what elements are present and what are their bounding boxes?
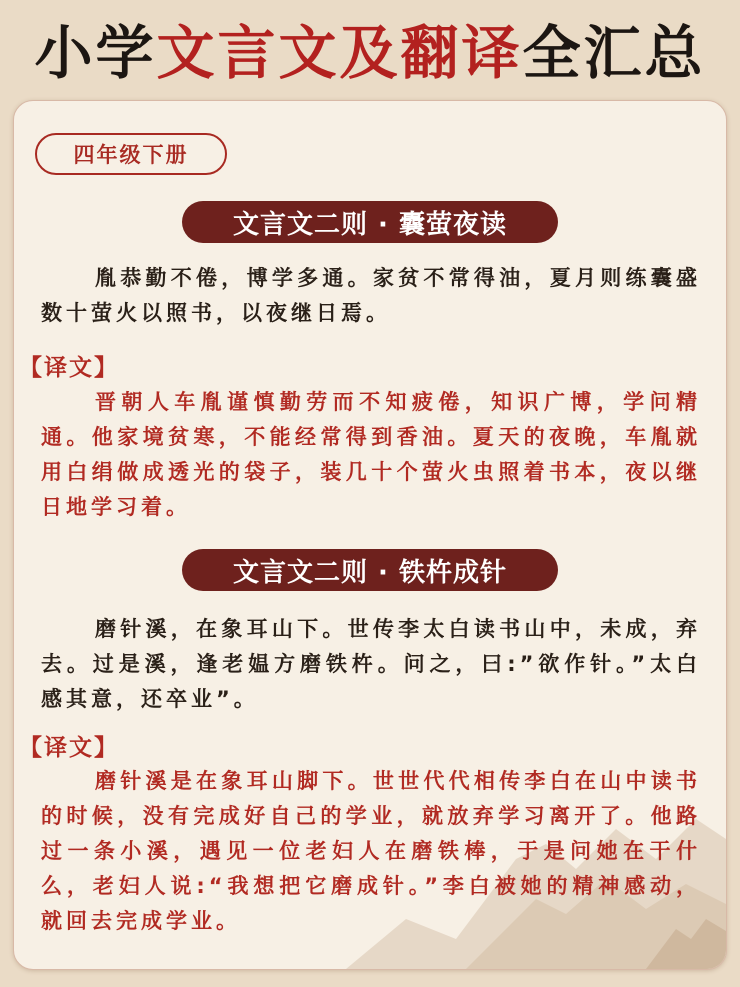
section-heading: 文言文二则 · 囊萤夜读 <box>182 201 558 243</box>
title-part-2: 文言文及翻译 <box>156 19 523 87</box>
page-title <box>0 0 740 96</box>
original-text: 磨针溪，在象耳山下。世传李太白读书山中，未成，弃去。过是溪，逢老媪方磨铁杵。问之，曰:”欲作针。”太白感其意，还卒业”。 <box>41 617 701 711</box>
title-part-3: 全汇总 <box>522 19 706 87</box>
translation-text: 磨针溪是在象耳山脚下。世世代代相传李白在山中读书的时候，没有完成好自己的学业，就放弃学习离开了。他路过一条小溪，遇见一位老妇人在磨铁棒，于是问她在干什么，老妇人说:“我想把它磨成针。”李白被她的精神感动，就回去完成学业。 <box>41 769 701 933</box>
original-text: 胤恭勤不倦，博学多通。家贫不常得油，夏月则练囊盛数十萤火以照书，以夜继日焉。 <box>41 266 701 325</box>
translation-label: 【译文】 <box>19 355 119 381</box>
translation-text: 晋朝人车胤谨慎勤劳而不知疲倦，知识广博，学问精通。他家境贫寒，不能经常得到香油。夏天的夜晚，车胤就用白绢做成透光的袋子，装几十个萤火虫照着书本，夜以继日地学习着。 <box>41 390 701 519</box>
section-heading: 文言文二则 · 铁杵成针 <box>182 549 558 591</box>
grade-badge: 四年级下册 <box>35 133 227 175</box>
translation-label: 【译文】 <box>19 735 119 761</box>
content-card <box>13 100 727 970</box>
title-part-1: 小学 <box>34 19 157 87</box>
